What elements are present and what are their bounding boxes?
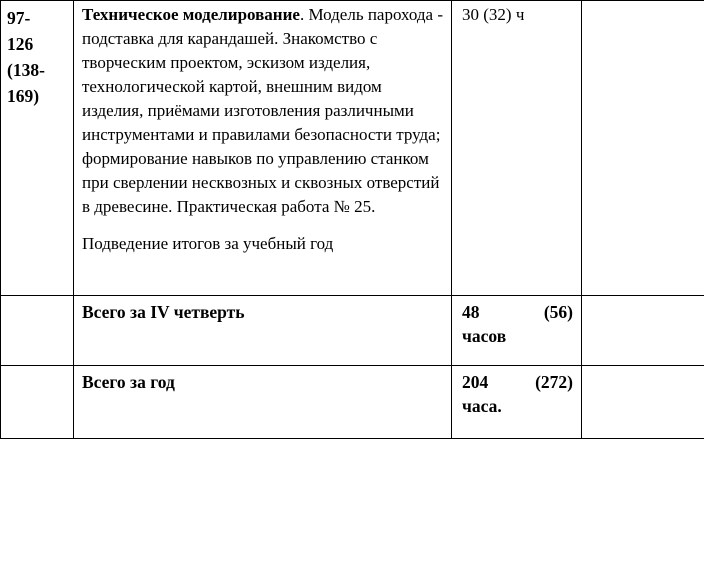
empty-cell — [582, 366, 704, 439]
table-row — [1, 366, 704, 439]
lesson-description — [82, 3, 445, 219]
table-row — [1, 296, 704, 366]
hours-value: 48 — [462, 302, 480, 322]
lesson-content-cell — [74, 1, 452, 296]
year-total-label: Всего за год — [74, 366, 452, 439]
topic-title: Техническое моделирование — [82, 5, 300, 24]
hours-cell — [452, 1, 582, 296]
lesson-number-cell — [1, 1, 74, 296]
lesson-number-line: 126 — [7, 34, 34, 54]
hours-value: 204 — [462, 372, 489, 392]
hours-line — [462, 300, 573, 324]
quarter-total-label: Всего за IV четверть — [74, 296, 452, 366]
lesson-number-line: (138- — [7, 60, 45, 80]
lesson-number-line: 169) — [7, 86, 40, 106]
hours-unit: часов — [462, 326, 507, 346]
empty-cell — [582, 1, 704, 296]
summary-text: Подведение итогов за учебный год — [82, 234, 334, 253]
hours-line — [462, 370, 573, 394]
lesson-number-line: 97- — [7, 8, 31, 28]
table-row — [1, 1, 704, 296]
topic-description: . Модель парохода - подставка для карандашей. Знакомство с творческим проектом, эскизом изделия, технологической картой, внешним видом изделия, приёмами изготовления различными инструментами и правилами безопасности труда; формирование навыков по управлению станком при сверлении несквозных и сквозных отверстий в древесине. Практическая работа № 25. — [82, 5, 444, 216]
quarter-total-hours — [452, 296, 582, 366]
hours-alt: (56) — [543, 302, 573, 322]
empty-cell — [582, 296, 704, 366]
hours-alt: (272) — [535, 372, 573, 392]
empty-cell — [1, 366, 74, 439]
empty-cell — [1, 296, 74, 366]
hours-text: 30 (32) ч — [462, 5, 525, 24]
year-total-hours — [452, 366, 582, 439]
hours-unit: часа. — [462, 396, 502, 416]
